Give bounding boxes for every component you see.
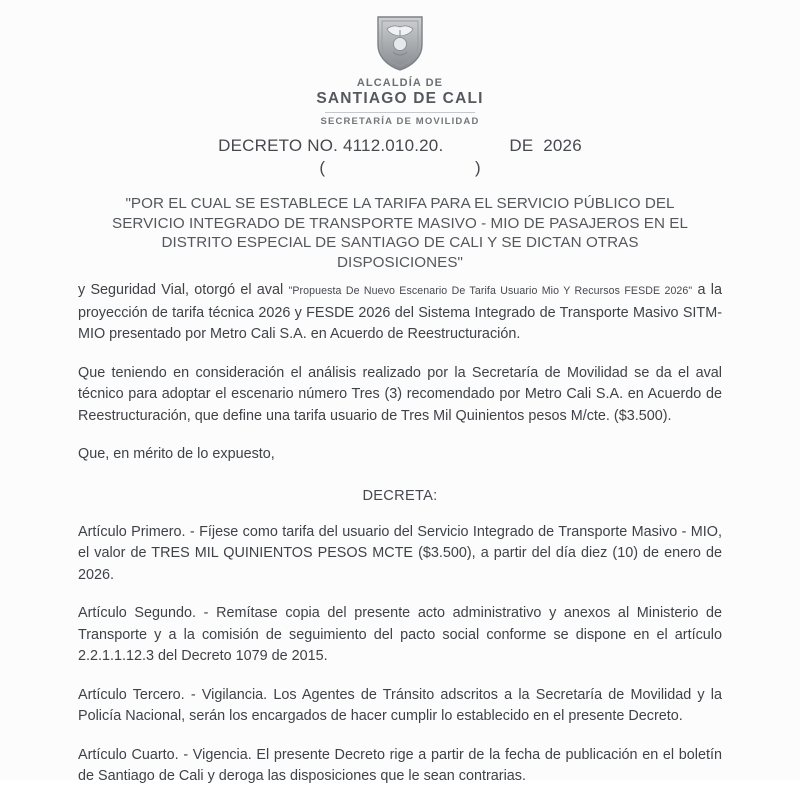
decreta-heading: DECRETA:: [362, 487, 438, 504]
decree-paren-row: [78, 158, 722, 178]
decree-number: DECRETO NO. 4112.010.20.: [218, 136, 444, 155]
articulo-primero: Artículo Primero. - Fíjese como tarifa del usuario del Servicio Integrado de Transporte Masivo - MIO, el valor de TRES MIL QUINIENTOS PESOS MCTE ($3.500), a partir del día diez (10) de enero de 2026.: [78, 523, 722, 583]
letterhead-divider: [325, 112, 475, 113]
articulo-tercero: Artículo Tercero. - Vigilancia. Los Agentes de Tránsito adscritos a la Secretaría de Movilidad y la Policía Nacional, serán los encargados de hacer cumplir lo establecido en el presente Decreto.: [78, 686, 722, 724]
letterhead-line-secretaria: SECRETARÍA DE MOVILIDAD: [320, 116, 480, 127]
articulo-segundo: Artículo Segundo. - Remítase copia del presente acto administrativo y anexos al Ministerio de Transporte y a la comisión de seguimiento del pacto social conforme se dispone en el artículo 2.2.1.1.12.3 del Decreto 1079 de 2015.: [78, 605, 722, 664]
letterhead-line-alcaldia: ALCALDÍA DE: [356, 77, 444, 89]
articulo-cuarto: Artículo Cuarto. - Vigencia. El presente Decreto rige a partir de la fecha de publicación en el boletín de Santiago de Cali y deroga las disposiciones que le sean contrarias.: [78, 746, 722, 784]
paragraph-aval-quote: "Propuesta De Nuevo Escenario De Tarifa Usuario Mio Y Recursos FESDE 2026": [288, 285, 693, 297]
decree-number-row: [78, 136, 722, 156]
document-body: [78, 280, 722, 466]
paragraph-aval-pre: y Seguridad Vial, otorgó el aval: [78, 282, 289, 298]
articles-section: [78, 522, 722, 788]
decree-year: DE 2026: [509, 136, 582, 155]
paragraph-aval: [78, 280, 722, 346]
decree-paren-right: ): [475, 158, 481, 177]
paragraph-consideracion: Que teniendo en consideración el análisis realizado por la Secretaría de Movilidad se da el aval técnico para adoptar el escenario número Tres (3) recomendado por Metro Cali S.A. en Acuerdo de Reestructuración, que define una tarifa usuario de Tres Mil Quinientos pesos M/cte. ($3.500).: [78, 364, 722, 424]
decree-paren-left: (: [319, 158, 325, 177]
paragraph-merito: Que, en mérito de lo expuesto,: [78, 446, 275, 462]
document-title: "POR EL CUAL SE ESTABLECE LA TARIFA PARA EL SERVICIO PÚBLICO DEL SERVICIO INTEGRADO DE TRANSPORTE MASIVO - MIO DE PASAJEROS EN EL DISTRITO ESPECIAL DE SANTIAGO DE CALI Y SE DICTAN OTRAS DISPOSICIONES": [112, 195, 688, 271]
letterhead: [78, 0, 722, 127]
cali-coat-of-arms-shield-icon: [369, 12, 431, 74]
letterhead-line-santiago-de-cali: SANTIAGO DE CALI: [316, 90, 484, 107]
paragraph-aval-post: a la proyección de tarifa técnica 2026 y FESDE 2026 del Sistema Integrado de Transporte Masivo SITM-MIO presentado por Metro Cali S.A. en Acuerdo de Reestructuración.: [78, 282, 722, 342]
